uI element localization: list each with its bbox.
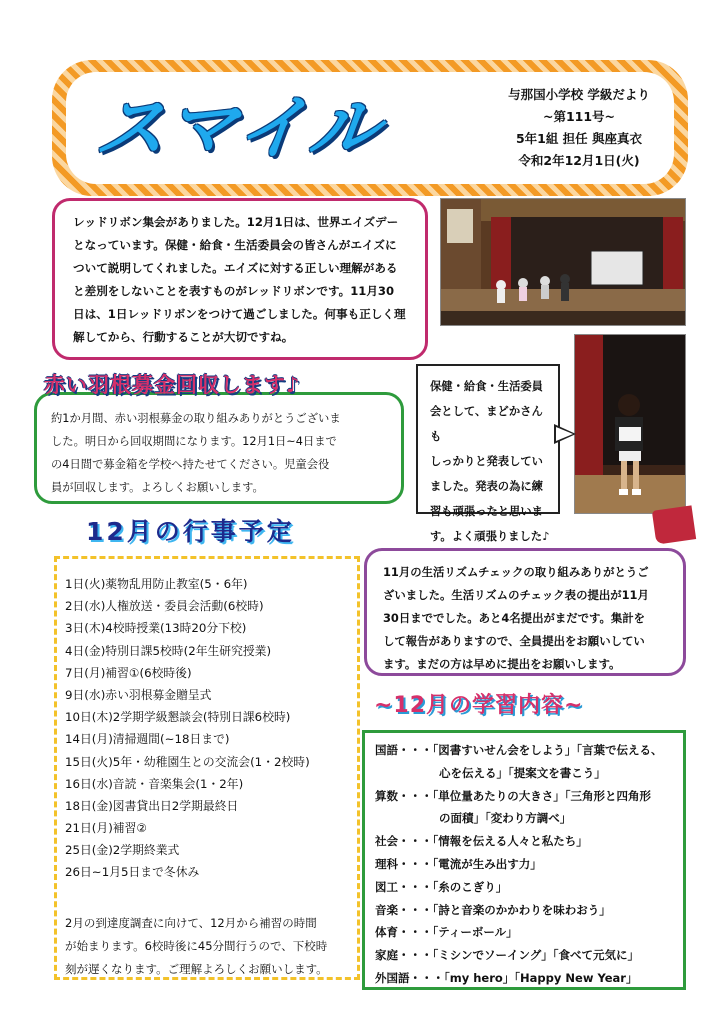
study-row-english: 外国語・・・「my hero」「Happy New Year」 xyxy=(375,970,638,985)
text-line: した。明日から回収期間になります。12月1日~4日まで xyxy=(51,435,337,448)
text-line: 解してから、行動することが大切ですね。 xyxy=(73,330,294,344)
life-rhythm-section xyxy=(364,548,686,676)
event-item: 26日~1月5日まで冬休み xyxy=(65,865,200,880)
text-line: の4日間で募金箱を学校へ持たせてください。児童会役 xyxy=(51,458,330,471)
event-item: 4日(金)特別日課5校時(2年生研究授業) xyxy=(65,643,272,658)
study-row-math: 算数・・・「単位量あたりの大きさ」「三角形と四角形 xyxy=(375,788,651,803)
issue-number: ~第111号~ xyxy=(542,109,616,124)
tutoring-note xyxy=(65,912,351,981)
text-line: 日は、1日レッドリボンをつけて過ごしました。何事も正しく理 xyxy=(73,307,406,321)
study-row-art: 図工・・・「糸のこぎり」 xyxy=(375,879,508,894)
event-item: 18日(金)図書貸出日2学期最終日 xyxy=(65,798,239,813)
red-ribbon-section xyxy=(52,198,428,360)
text-line: 刻が遅くなります。ご理解よろしくお願いします。 xyxy=(65,961,328,976)
event-item: 3日(木)4校時授業(13時20分下校) xyxy=(65,621,247,636)
study-row-math-cont: の面積」「変わり方調べ」 xyxy=(439,811,572,826)
study-row-home: 家庭・・・「ミシンでソーイング」「食べて元気に」 xyxy=(375,948,639,963)
assembly-photo-image xyxy=(441,199,686,326)
event-item: 2日(水)人権放送・委員会活動(6校時) xyxy=(65,599,264,614)
text-line: しっかりと発表してい xyxy=(430,455,543,468)
events-section xyxy=(54,556,360,980)
event-item: 16日(水)音読・音楽集会(1・2年) xyxy=(65,776,244,791)
event-list xyxy=(65,573,351,884)
text-line: 11月の生活リズムチェックの取り組みありがとうご xyxy=(383,565,649,579)
text-line: 約1か月間、赤い羽根募金の取り組みありがとうございま xyxy=(51,412,341,425)
text-line: レッドリボン集会がありました。12月1日は、世界エイズデー xyxy=(73,215,399,229)
presenter-photo xyxy=(574,334,686,514)
text-line: 会として、まどかさんも xyxy=(430,405,543,443)
event-item: 1日(火)薬物乱用防止教室(5・6年) xyxy=(65,577,248,591)
text-line: 保健・給食・生活委員 xyxy=(430,380,543,393)
study-row-japanese: 国語・・・「図書すいせん会をしよう」「言葉で伝える、 xyxy=(375,743,663,757)
issue-date: 令和2年12月1日(火) xyxy=(518,153,640,168)
event-item: 7日(月)補習①(6校時後) xyxy=(65,665,192,680)
text-line: す。よく頑張りました♪ xyxy=(430,530,550,543)
presenter-photo-image xyxy=(575,335,686,514)
text-line: 習も頑張ったと思いま xyxy=(430,505,543,518)
study-heading: ~12月の学習内容~ xyxy=(374,693,584,718)
event-item: 10日(木)2学期学級懇談会(特別日課6校時) xyxy=(65,710,291,725)
text-line: ました。発表の為に練 xyxy=(430,480,543,493)
text-line: 員が回収します。よろしくお願いします。 xyxy=(51,481,264,494)
text-line: と差別をしないことを表すものがレッドリボンです。11月30 xyxy=(73,284,395,298)
assembly-photo xyxy=(440,198,686,326)
speech-bubble xyxy=(416,364,560,543)
event-item: 14日(月)清掃週間(~18日まで) xyxy=(65,732,230,747)
text-line: が始まります。6校時後に45分間行うので、下校時 xyxy=(65,938,328,953)
event-item: 15日(火)5年・幼稚園生との交流会(1・2校時) xyxy=(65,754,310,769)
school-name: 与那国小学校 学級だより xyxy=(508,87,650,102)
speech-bubble-tail-fill xyxy=(556,427,573,441)
red-feather-section xyxy=(34,392,404,504)
text-line: 2月の到達度調査に向けて、12月から補習の時間 xyxy=(65,915,317,930)
event-item: 25日(金)2学期終業式 xyxy=(65,843,180,858)
photo-corner-decoration xyxy=(652,505,696,544)
class-teacher: 5年1組 担任 與座真衣 xyxy=(515,131,643,146)
text-line: ついて説明してくれました。エイズに対する正しい理解がある xyxy=(73,261,398,275)
study-row-pe: 体育・・・「ティーボール」 xyxy=(375,925,518,940)
text-line: ます。まだの方は早めに提出をお願いします。 xyxy=(383,657,621,671)
study-section xyxy=(362,730,686,990)
study-row-social: 社会・・・「情報を伝える人々と私たち」 xyxy=(375,834,588,849)
text-line: 30日まででした。あと4名提出がまだです。集計を xyxy=(383,611,646,625)
newsletter-title: スマイル xyxy=(91,87,386,169)
red-feather-heading: 赤い羽根募金回収します♪ xyxy=(44,373,301,397)
text-line: ざいました。生活リズムのチェック表の提出が11月 xyxy=(383,588,649,602)
text-line: して報告がありますので、全員提出をお願いしてい xyxy=(383,634,645,648)
events-heading: 12月の行事予定 xyxy=(86,517,295,546)
header-info xyxy=(484,84,674,172)
study-row-japanese-cont: 心を伝える」「提案文を書こう」 xyxy=(439,765,606,780)
text-line: となっています。保健・給食・生活委員会の皆さんがエイズに xyxy=(73,238,397,252)
event-item: 21日(月)補習② xyxy=(65,821,147,836)
event-item: 9日(水)赤い羽根募金贈呈式 xyxy=(65,687,212,702)
study-row-music: 音楽・・・「詩と音楽のかかわりを味わおう」 xyxy=(375,902,611,917)
study-row-science: 理科・・・「電流が生み出す力」 xyxy=(375,856,542,871)
